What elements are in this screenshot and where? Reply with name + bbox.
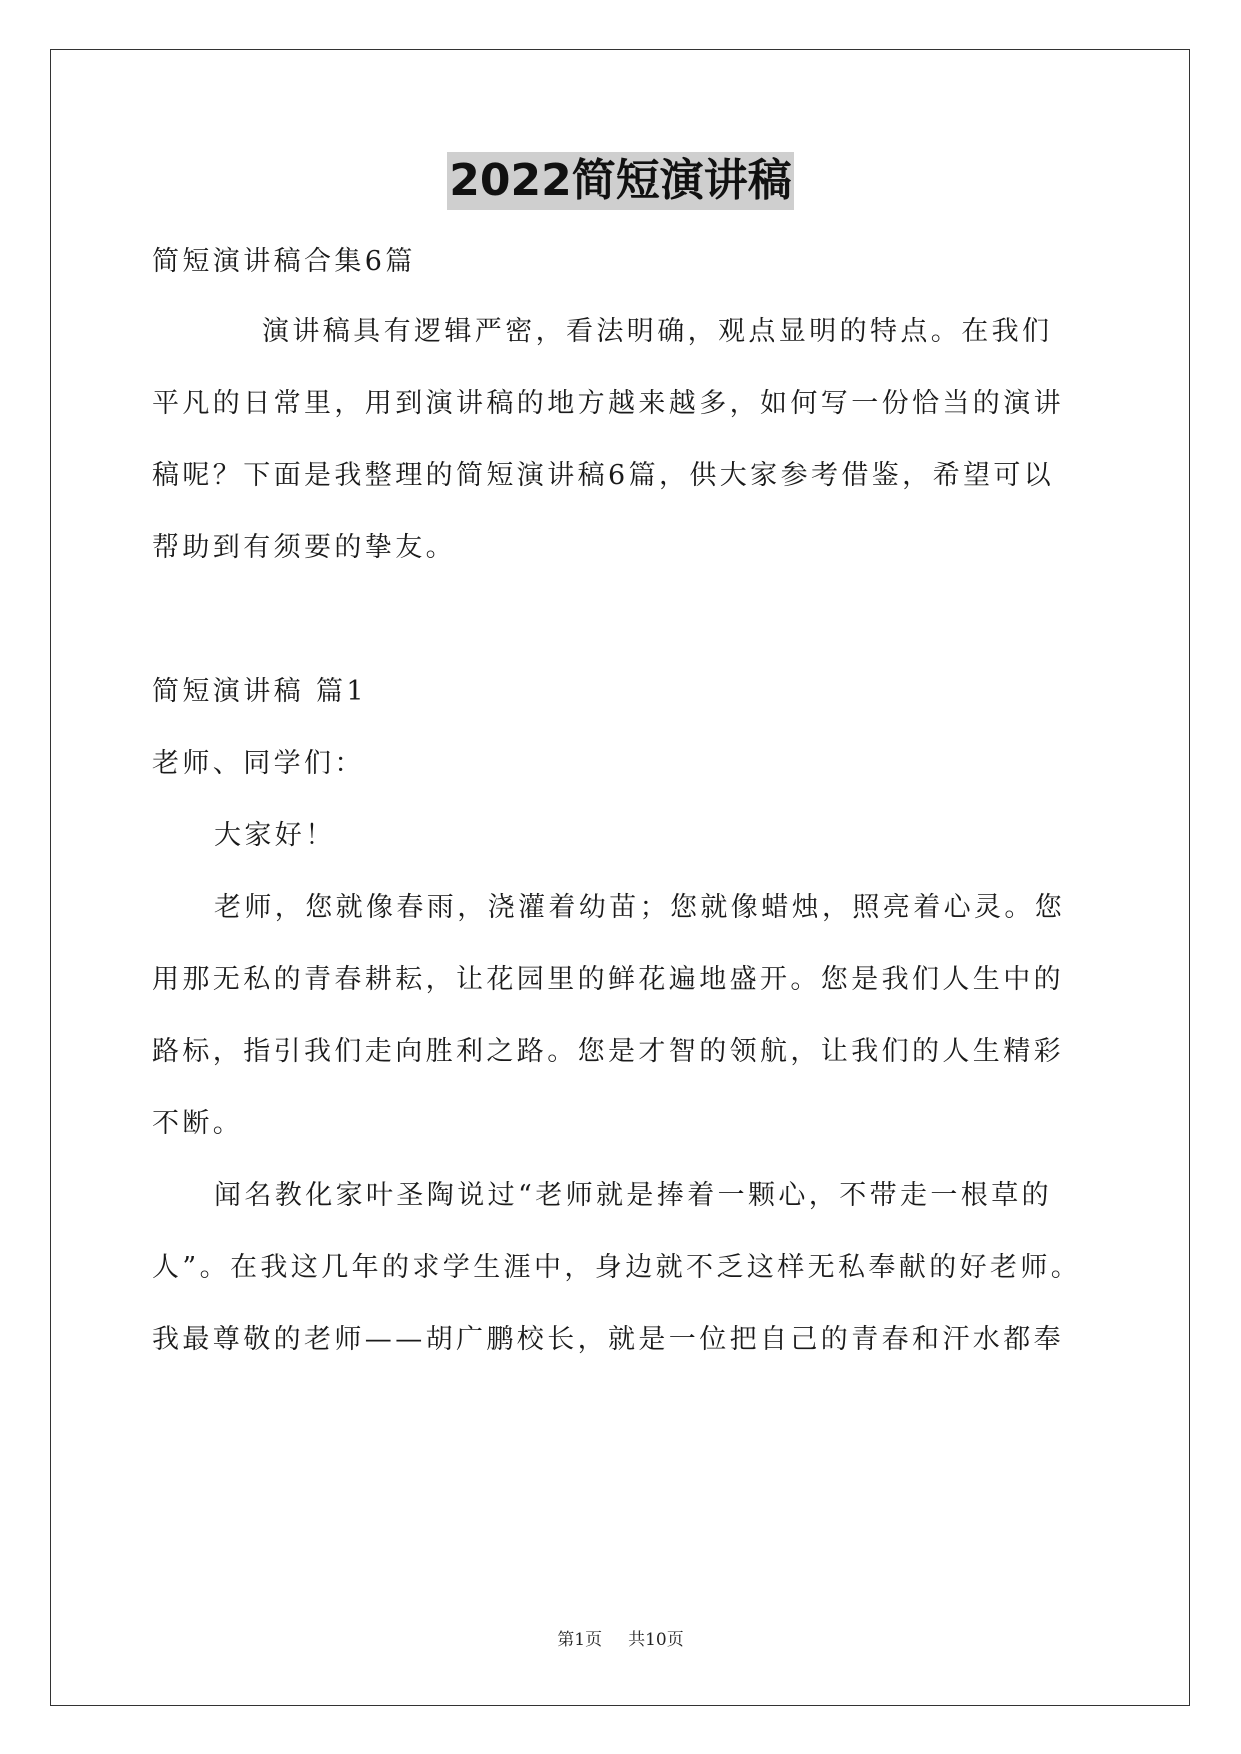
- page-border: [50, 49, 1190, 1706]
- paragraph-line: 演讲稿具有逻辑严密，看法明确，观点显明的特点。在我们: [262, 316, 1053, 347]
- paragraph-line: 路标，指引我们走向胜利之路。您是才智的领航，让我们的人生精彩: [152, 1036, 1064, 1067]
- page-footer: [0, 1628, 1241, 1652]
- paragraph-line: 不断。: [152, 1108, 244, 1139]
- speech-heading: 简短演讲稿 篇1: [152, 676, 367, 707]
- paragraph-line: 我最尊敬的老师——胡广鹏校长，就是一位把自己的青春和汗水都奉: [152, 1324, 1064, 1355]
- paragraph-line: 稿呢？下面是我整理的简短演讲稿6篇，供大家参考借鉴，希望可以: [152, 460, 1055, 491]
- paragraph-line: 老师，您就像春雨，浇灌着幼苗；您就像蜡烛，照亮着心灵。您: [214, 892, 1066, 923]
- paragraph-line: 用那无私的青春耕耘，让花园里的鲜花遍地盛开。您是我们人生中的: [152, 964, 1064, 995]
- page-number: 第1页: [557, 1630, 603, 1650]
- salutation: 老师、同学们：: [152, 748, 365, 779]
- paragraph-line: 人”。在我这几年的求学生涯中，身边就不乏这样无私奉献的好老师。: [152, 1252, 1082, 1283]
- page-total: 共10页: [628, 1630, 684, 1650]
- paragraph-line: 闻名教化家叶圣陶说过“老师就是捧着一颗心，不带走一根草的: [214, 1180, 1053, 1211]
- document-title: 2022简短演讲稿: [447, 152, 793, 210]
- paragraph-line: 帮助到有须要的挚友。: [152, 532, 456, 563]
- section-heading: 简短演讲稿合集6篇: [152, 246, 416, 277]
- paragraph-line: 平凡的日常里，用到演讲稿的地方越来越多，如何写一份恰当的演讲: [152, 388, 1064, 419]
- greeting: 大家好！: [214, 820, 336, 851]
- title-container: [0, 152, 1241, 210]
